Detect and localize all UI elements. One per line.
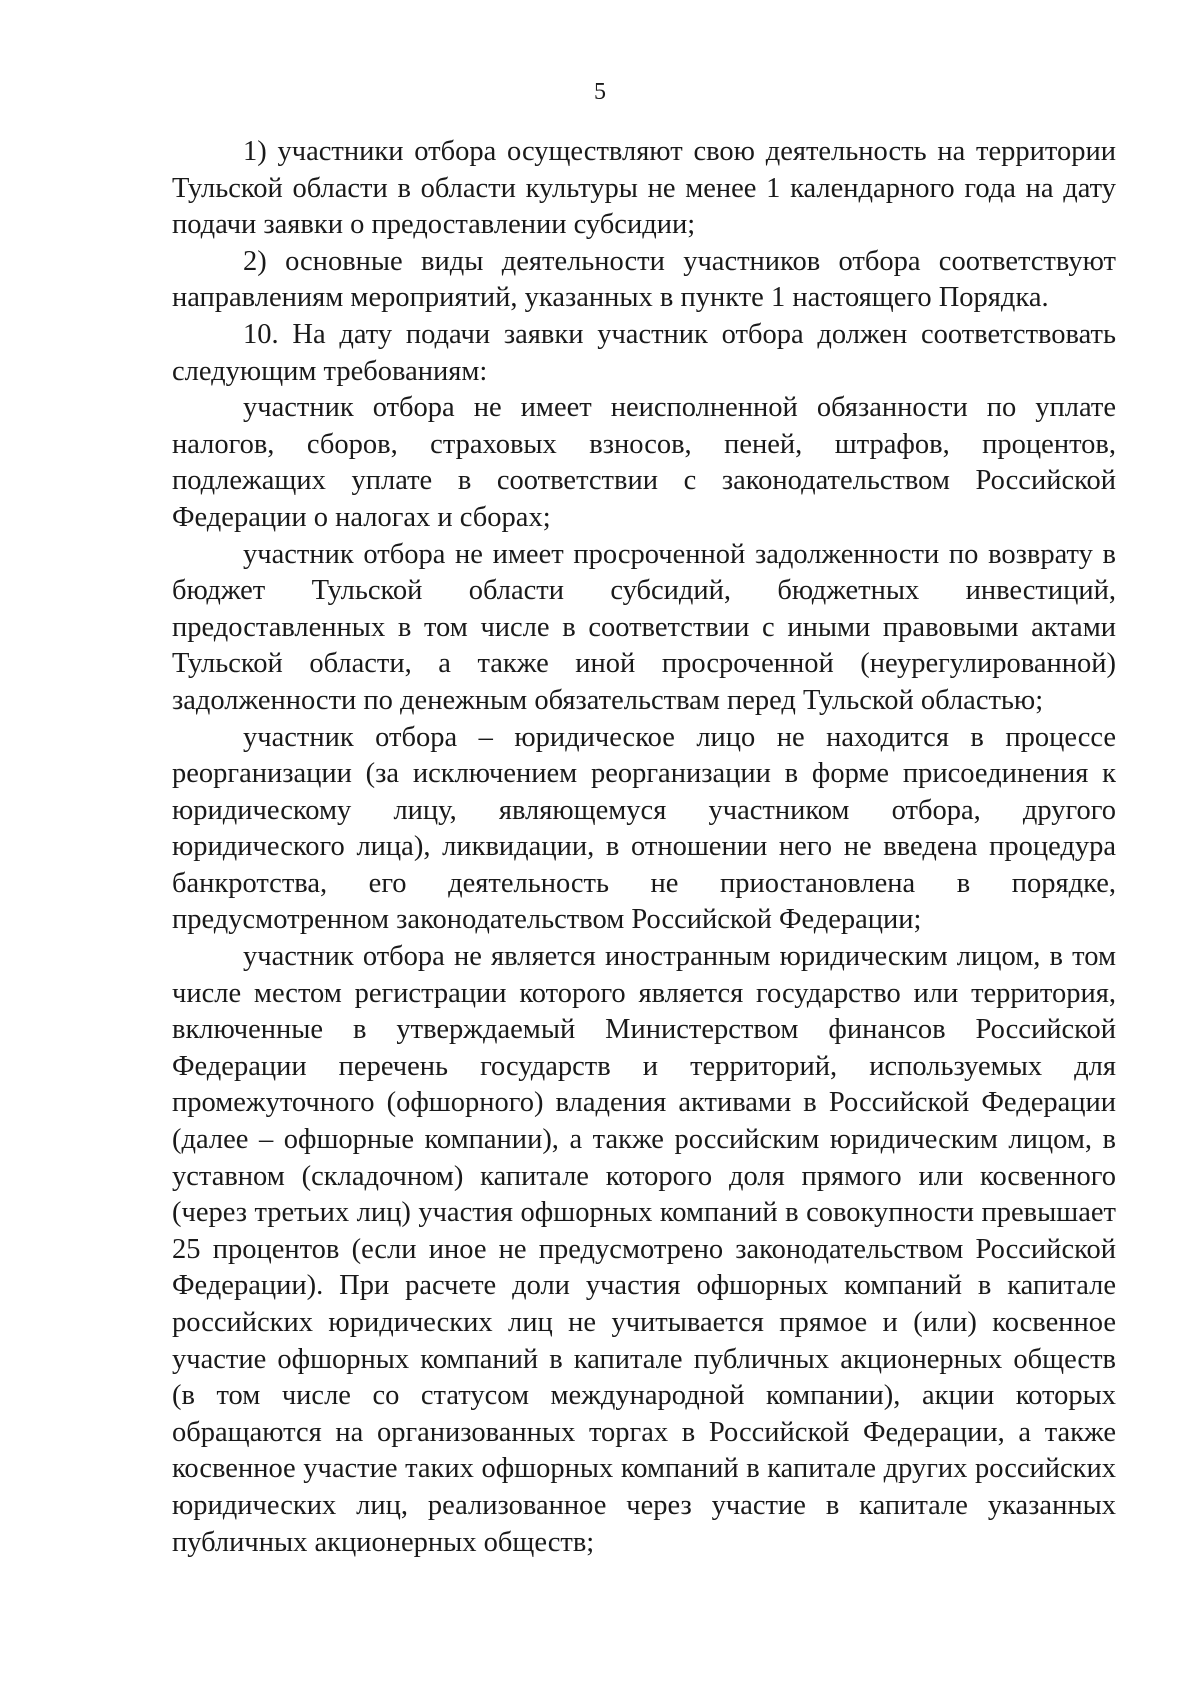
paragraph-item-2-criteria: 2) основные виды деятельности участников отбора соответствуют направлениям мероприятий, указанных в пункте 1 настоящего Порядка. bbox=[172, 245, 1116, 314]
paragraph-requirement-offshore: участник отбора не является иностранным юридическим лицом, в том числе местом регистрации которого является государство или территория, включенные в утверждаемый Министерством финансов Российской Федерации перечень государств и территорий, используемых для промежуточного (офшорного) владения активами в Российской Федерации (далее – офшорные компании), а также российским юридическим лицом, в уставном (складочном) капитале которого доля прямого или косвенного (через третьих лиц) участия офшорных компаний в совокупности превышает 25 процентов (если иное не предусмотрено законодательством Российской Федерации). При расчете доли участия офшорных компаний в капитале российских юридических лиц не учитывается прямое и (или) косвенное участие офшорных компаний в капитале публичных акционерных обществ (в том числе со статусом международной компании), акции которых обращаются на организованных торгах в Российской Федерации, а также косвенное участие таких офшорных компаний в капитале других российских юридических лиц, реализованное через участие в капитале указанных публичных акционерных обществ; bbox=[172, 941, 1116, 1558]
page-number: 5 bbox=[594, 79, 606, 105]
paragraph-clause-10: 10. На дату подачи заявки участник отбора должен соответствовать следующим требованиям: bbox=[172, 318, 1116, 387]
paragraph-item-1-criteria: 1) участники отбора осуществляют свою деятельность на территории Тульской области в области культуры не менее 1 календарного года на дату подачи заявки о предоставлении субсидии; bbox=[172, 136, 1116, 241]
paragraph-requirement-debt: участник отбора не имеет просроченной задолженности по возврату в бюджет Тульской области субсидий, бюджетных инвестиций, предоставленных в том числе в соответствии с иными правовыми актами Тульской области, а также иной просроченной (неурегулированной) задолженности по денежным обязательствам перед Тульской областью; bbox=[172, 538, 1116, 716]
document-body bbox=[172, 134, 1116, 1561]
paragraph-requirement-taxes: участник отбора не имеет неисполненной обязанности по уплате налогов, сборов, страховых взносов, пеней, штрафов, процентов, подлежащих уплате в соответствии с законодательством Российской Федерации о налогах и сборах; bbox=[172, 392, 1116, 533]
paragraph-requirement-reorganization: участник отбора – юридическое лицо не находится в процессе реорганизации (за исключением реорганизации в форме присоединения к юридическому лицу, являющемуся участником отбора, другого юридического лица), ликвидации, в отношении него не введена процедура банкротства, его деятельность не приостановлена в порядке, предусмотренном законодательством Российской Федерации; bbox=[172, 721, 1116, 936]
